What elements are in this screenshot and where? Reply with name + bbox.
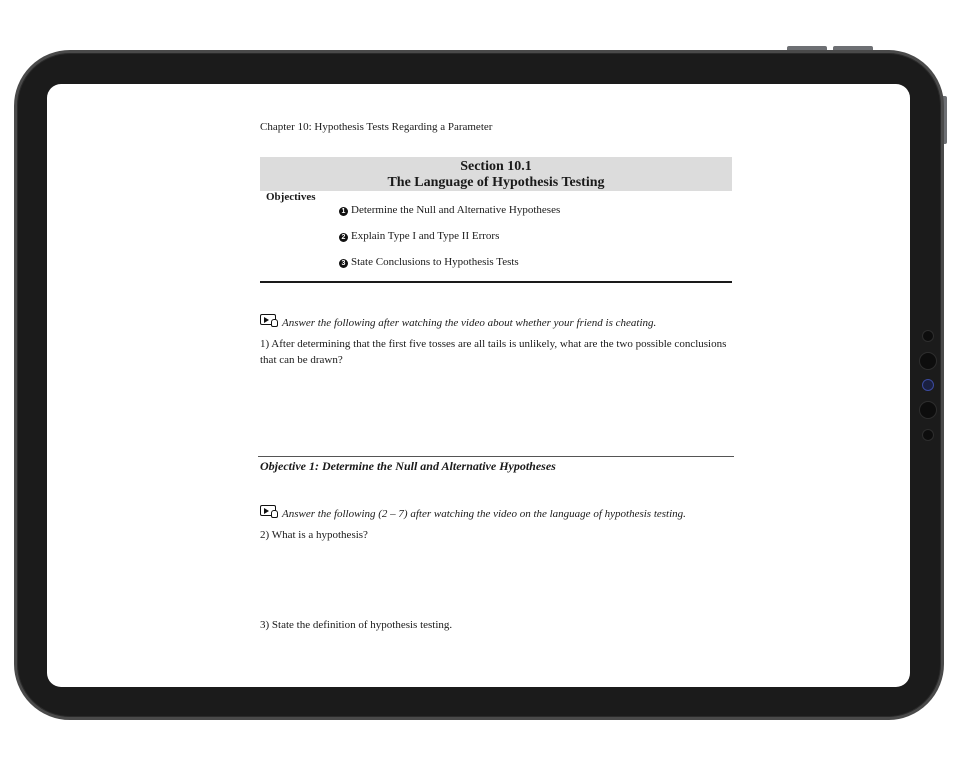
numbered-circle-icon: 1: [339, 207, 348, 216]
camera-lens: [919, 352, 937, 370]
video-play-icon[interactable]: [260, 505, 280, 519]
video-prompt-text: Answer the following after watching the video about whether your friend is cheating.: [282, 317, 657, 329]
question-3: 3) State the definition of hypothesis testing.: [260, 619, 453, 631]
video-prompt-text: Answer the following (2 – 7) after watching the video on the language of hypothesis testing.: [282, 508, 686, 520]
objectives-label: Objectives: [266, 191, 316, 203]
tablet-screen: [47, 84, 910, 687]
objective-text: State Conclusions to Hypothesis Tests: [351, 256, 519, 268]
objective-item: [339, 230, 499, 242]
video-prompt: [260, 505, 686, 520]
section-divider: [260, 281, 732, 283]
camera-lens: [919, 401, 937, 419]
section-title: The Language of Hypothesis Testing: [387, 175, 605, 190]
sensor-dot: [922, 429, 934, 441]
video-prompt: [260, 314, 656, 329]
section-number: Section 10.1: [460, 159, 532, 174]
numbered-circle-icon: 3: [339, 259, 348, 268]
sensor-dot: [922, 330, 934, 342]
video-play-icon[interactable]: [260, 314, 280, 328]
objective-divider: [258, 456, 734, 457]
objective-item: [339, 256, 519, 268]
front-camera: [922, 379, 934, 391]
section-title-band: [260, 157, 732, 191]
objective-text: Explain Type I and Type II Errors: [351, 230, 500, 242]
objective-text: Determine the Null and Alternative Hypotheses: [351, 204, 561, 216]
chapter-header: Chapter 10: Hypothesis Tests Regarding a Parameter: [260, 121, 493, 133]
question-2: 2) What is a hypothesis?: [260, 529, 368, 541]
objective-1-heading: Objective 1: Determine the Null and Alternative Hypotheses: [260, 459, 556, 473]
objective-item: [339, 204, 560, 216]
numbered-circle-icon: 2: [339, 233, 348, 242]
question-1: 1) After determining that the first five tosses are all tails is unlikely, what are the two possible conclusions that can be drawn?: [260, 338, 727, 366]
